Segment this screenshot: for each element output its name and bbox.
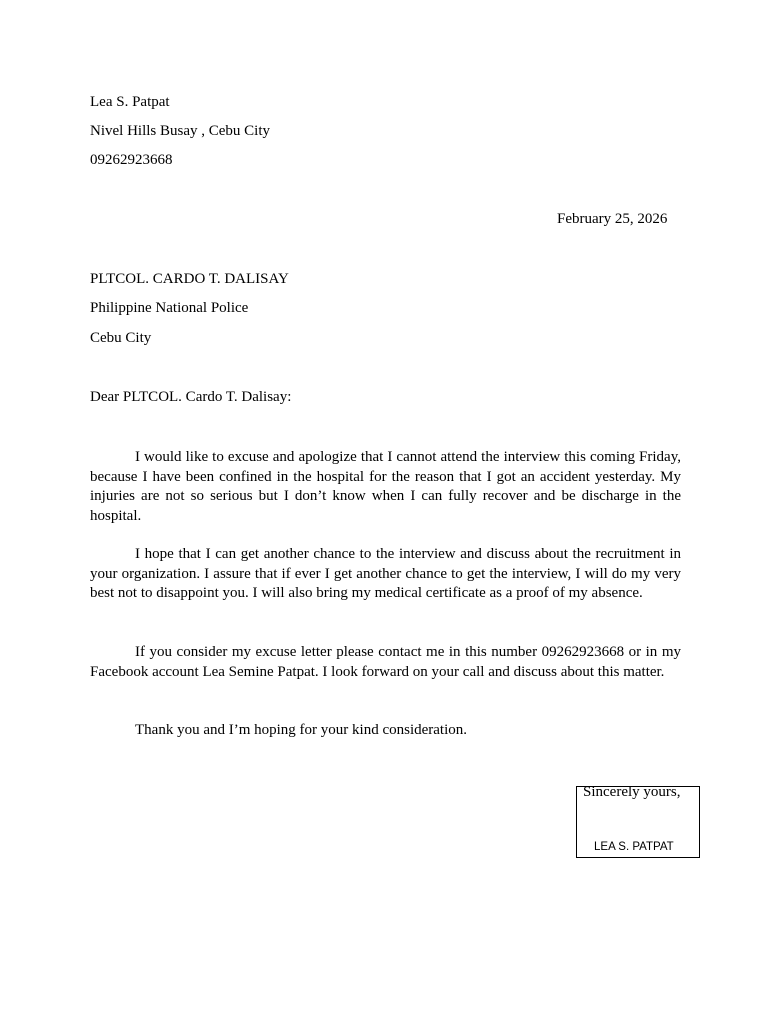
sender-address: Nivel Hills Busay , Cebu City: [90, 123, 270, 139]
body-paragraph-4: Thank you and I’m hoping for your kind consideration.: [135, 722, 468, 738]
recipient-city: Cebu City: [90, 330, 152, 346]
body-paragraph-3: If you consider my excuse letter please contact me in this number 09262923668 or in my Facebook account Lea Semine Patpat. I look forward on your call and discuss about this matter.: [90, 644, 681, 680]
letter-date: February 25, 2026: [557, 211, 668, 227]
body-paragraph-1: I would like to excuse and apologize that I cannot attend the interview this coming Friday, because I have been confined in the hospital for the reason that I got an accident yesterday. My injuries are not so serious but I don’t know when I can fully recover and be discharge in the hospital.: [90, 449, 681, 524]
sender-phone: 09262923668: [90, 152, 173, 168]
signature-block: [576, 786, 700, 858]
recipient-name: PLTCOL. CARDO T. DALISAY: [90, 271, 289, 287]
sender-name: Lea S. Patpat: [90, 94, 170, 110]
salutation: Dear PLTCOL. Cardo T. Dalisay:: [90, 389, 292, 405]
signer-name: LEA S. PATPAT: [594, 841, 674, 853]
body-paragraph-2: I hope that I can get another chance to the interview and discuss about the recruitment in your organization. I assure that if ever I get another chance to get the interview, I will do my very best not to disappoint you. I will also bring my medical certificate as a proof of my absence.: [90, 546, 681, 601]
recipient-organization: Philippine National Police: [90, 300, 249, 316]
closing-line: Sincerely yours,: [583, 784, 681, 800]
